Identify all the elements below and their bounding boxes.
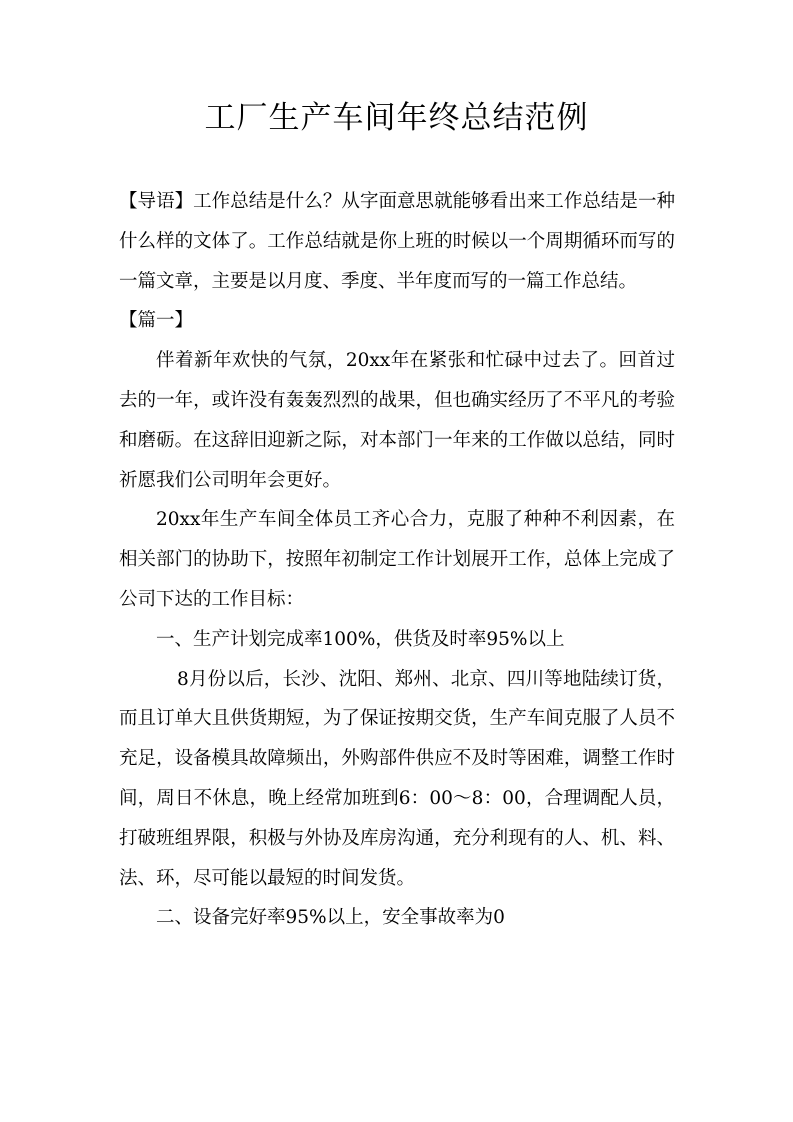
body-paragraph: 8月份以后，长沙、沈阳、郑州、北京、四川等地陆续订货，而且订单大且供货期短，为了保证按期交货，生产车间克服了人员不充足，设备模具故障频出，外购部件供应不及时等困难，调整工作时间，周日不休息，晚上经常加班到6：00～8：00，合理调配人员，打破班组界限，积极与外协及库房沟通，充分利现有的人、机、料、法、环，尽可能以最短的时间发货。 bbox=[119, 668, 675, 889]
body-paragraph: 伴着新年欢快的气氛，20xx年在紧张和忙碌中过去了。回首过去的一年，或许没有轰轰烈烈的战果，但也确实经历了不平凡的考验和磨砺。在这辞旧迎新之际，对本部门一年来的工作做以总结，同时祈愿我们公司明年会更好。 bbox=[119, 350, 675, 491]
body-paragraph: 20xx年生产车间全体员工齐心合力，克服了种种不利因素，在相关部门的协助下，按照年初制定工作计划展开工作，总体上完成了公司下达的工作目标： bbox=[119, 509, 675, 610]
intro-paragraph: 【导语】工作总结是什么？从字面意思就能够看出来工作总结是一种什么样的文体了。工作总结就是你上班的时候以一个周期循环而写的一篇文章，主要是以月度、季度、半年度而写的一篇工作总结。 bbox=[119, 191, 675, 292]
subheading-1: 一、生产计划完成率100%，供货及时率95%以上 bbox=[156, 628, 565, 650]
section-heading: 【篇一】 bbox=[119, 310, 194, 332]
document-body bbox=[119, 182, 675, 938]
document-title: 工厂生产车间年终总结范例 bbox=[204, 100, 589, 136]
subheading-2: 二、设备完好率95%以上，安全事故率为0 bbox=[156, 907, 505, 929]
